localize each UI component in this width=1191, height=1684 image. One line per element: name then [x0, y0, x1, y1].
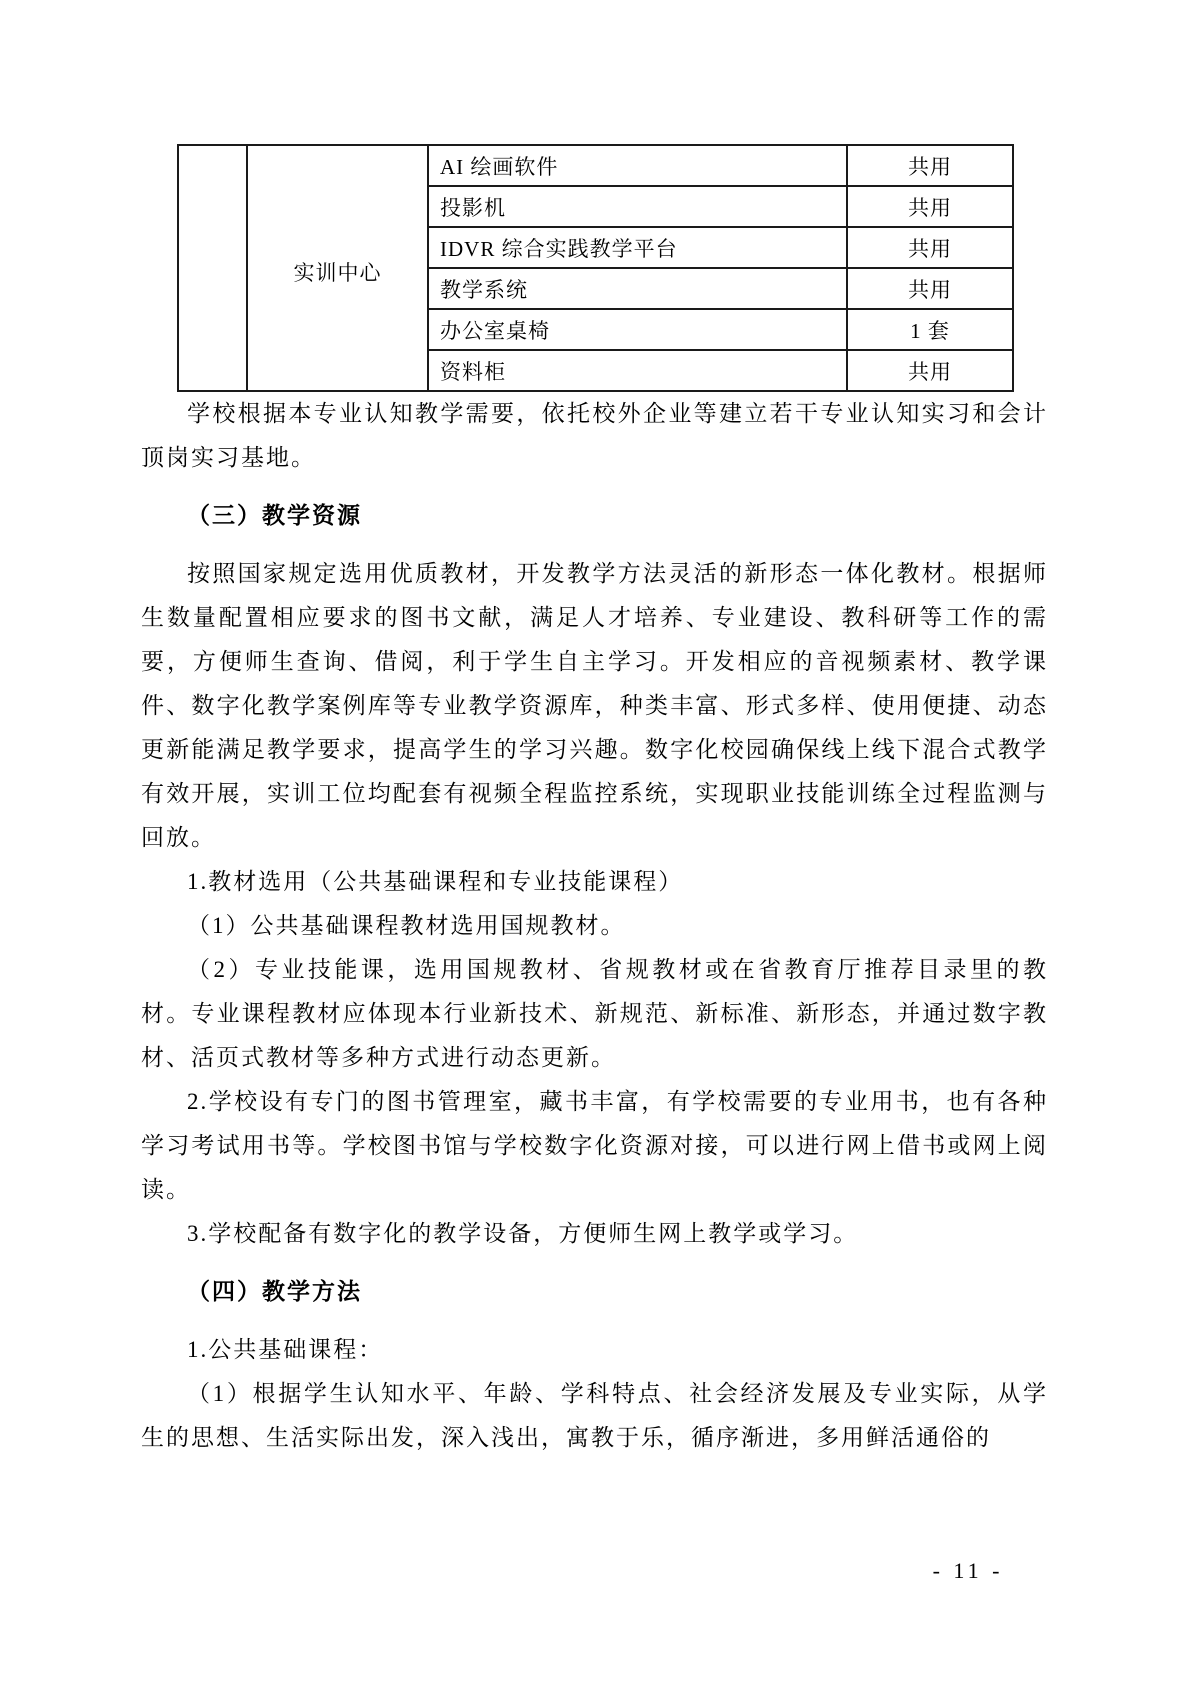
table-cell-item: 资料柜 [428, 350, 847, 391]
table-row [178, 145, 1013, 186]
table-cell-quantity: 1 套 [847, 309, 1013, 350]
list-item-public-courses-detail: （1）根据学生认知水平、年龄、学科特点、社会经济发展及专业实际，从学生的思想、生活实际出发，深入浅出，寓教于乐，循序渐进，多用鲜活通俗的 [141, 1381, 1048, 1450]
table-cell-item: IDVR 综合实践教学平台 [428, 227, 847, 268]
list-item-digital-equipment: 3.学校配备有数字化的教学设备，方便师生网上教学或学习。 [187, 1221, 859, 1246]
table-cell-item: AI 绘画软件 [428, 145, 847, 186]
table-cell-quantity: 共用 [847, 350, 1013, 391]
paragraph-practice-base: 学校根据本专业认知教学需要，依托校外企业等建立若干专业认知实习和会计顶岗实习基地。 [141, 401, 1048, 470]
table-cell-quantity: 共用 [847, 227, 1013, 268]
list-item-library: 2.学校设有专门的图书管理室，藏书丰富，有学校需要的专业用书，也有各种学习考试用书等。学校图书馆与学校数字化资源对接，可以进行网上借书或网上阅读。 [141, 1089, 1048, 1202]
table-cell-item: 投影机 [428, 186, 847, 227]
table-cell-quantity: 共用 [847, 268, 1013, 309]
page-number: - 11 - [932, 1558, 1004, 1583]
list-item-public-courses: 1.公共基础课程： [187, 1337, 384, 1362]
paragraph-teaching-resources: 按照国家规定选用优质教材，开发教学方法灵活的新形态一体化教材。根据师生数量配置相应要求的图书文献，满足人才培养、专业建设、教科研等工作的需要，方便师生查询、借阅，利于学生自主学习。开发相应的音视频素材、教学课件、数字化教学案例库等专业教学资源库，种类丰富、形式多样、使用便捷、动态更新能满足教学要求，提高学生的学习兴趣。数字化校园确保线上线下混合式教学有效开展，实训工位均配套有视频全程监控系统，实现职业技能训练全过程监测与回放。 [141, 561, 1048, 850]
table-cell-location: 实训中心 [247, 145, 428, 391]
list-item-textbook-selection: 1.教材选用（公共基础课程和专业技能课程） [187, 869, 684, 894]
table-cell-quantity: 共用 [847, 186, 1013, 227]
page-content [141, 144, 1048, 1460]
table-cell-item: 办公室桌椅 [428, 309, 847, 350]
equipment-table [177, 144, 1014, 392]
table-cell-quantity: 共用 [847, 145, 1013, 186]
list-item-textbook-professional: （2）专业技能课，选用国规教材、省规教材或在省教育厅推荐目录里的教材。专业课程教材应体现本行业新技术、新规范、新标准、新形态，并通过数字教材、活页式教材等多种方式进行动态更新。 [141, 957, 1048, 1070]
heading-teaching-resources: （三）教学资源 [187, 503, 362, 528]
list-item-textbook-public: （1）公共基础课程教材选用国规教材。 [187, 913, 626, 938]
table-cell-item: 教学系统 [428, 268, 847, 309]
table-cell-spacer [178, 145, 247, 391]
heading-teaching-methods: （四）教学方法 [187, 1279, 362, 1304]
